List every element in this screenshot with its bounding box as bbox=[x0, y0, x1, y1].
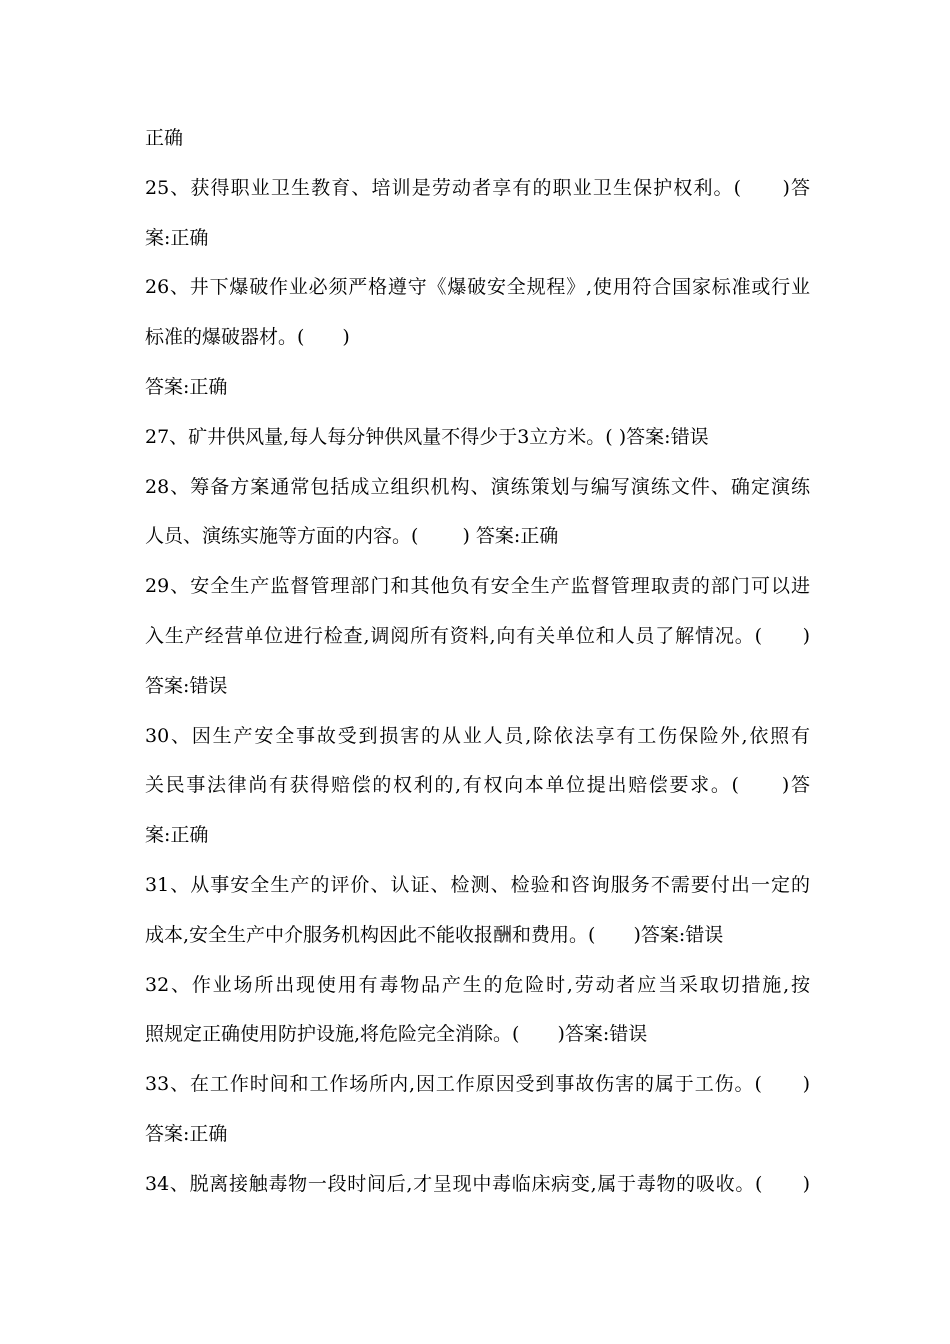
text-line: 答案:正确 bbox=[145, 376, 228, 398]
text-line: 答案:正确 bbox=[145, 1123, 228, 1145]
text-line: 标准的爆破器材。( ) bbox=[145, 326, 350, 349]
text-line: 入生产经营单位进行检查,调阅所有资料,向有关单位和人员了解情况。( ) bbox=[145, 625, 810, 647]
text-line: 答案:错误 bbox=[145, 674, 228, 697]
text-line: 25、获得职业卫生教育、培训是劳动者享有的职业卫生保护权利。( )答 bbox=[145, 176, 810, 199]
text-line: 34、脱离接触毒物一段时间后,才呈现中毒临床病变,属于毒物的吸收。( ) bbox=[145, 1172, 810, 1195]
text-line: 27、矿井供风量,每人每分钟供风量不得少于3立方米。( )答案:错误 bbox=[145, 425, 709, 448]
text-line: 照规定正确使用防护设施,将危险完全消除。( )答案:错误 bbox=[145, 1023, 648, 1046]
text-line: 关民事法律尚有获得赔偿的权利的,有权向本单位提出赔偿要求。( )答 bbox=[145, 774, 810, 797]
text-line: 28、筹备方案通常包括成立组织机构、演练策划与编写演练文件、确定演练 bbox=[145, 475, 810, 498]
text-line: 29、安全生产监督管理部门和其他负有安全生产监督管理取责的部门可以进 bbox=[145, 575, 810, 598]
text-line: 人员、演练实施等方面的内容。( ) 答案:正确 bbox=[145, 525, 559, 548]
text-line: 案:正确 bbox=[145, 824, 209, 847]
text-line: 案:正确 bbox=[145, 226, 209, 249]
text-line: 30、因生产安全事故受到损害的从业人员,除依法享有工伤保险外,依照有 bbox=[145, 724, 810, 747]
text-line: 31、从事安全生产的评价、认证、检测、检验和咨询服务不需要付出一定的 bbox=[145, 874, 810, 896]
text-line: 26、井下爆破作业必须严格遵守《爆破安全规程》,使用符合国家标准或行业 bbox=[145, 276, 810, 299]
text-line: 32、作业场所出现使用有毒物品产生的危险时,劳动者应当采取切措施,按 bbox=[145, 973, 810, 996]
text-line: 成本,安全生产中介服务机构因此不能收报酬和费用。( )答案:错误 bbox=[145, 923, 724, 946]
text-line: 正确 bbox=[145, 127, 184, 149]
text-line: 33、在工作时间和工作场所内,因工作原因受到事故伤害的属于工伤。( ) bbox=[145, 1073, 810, 1096]
